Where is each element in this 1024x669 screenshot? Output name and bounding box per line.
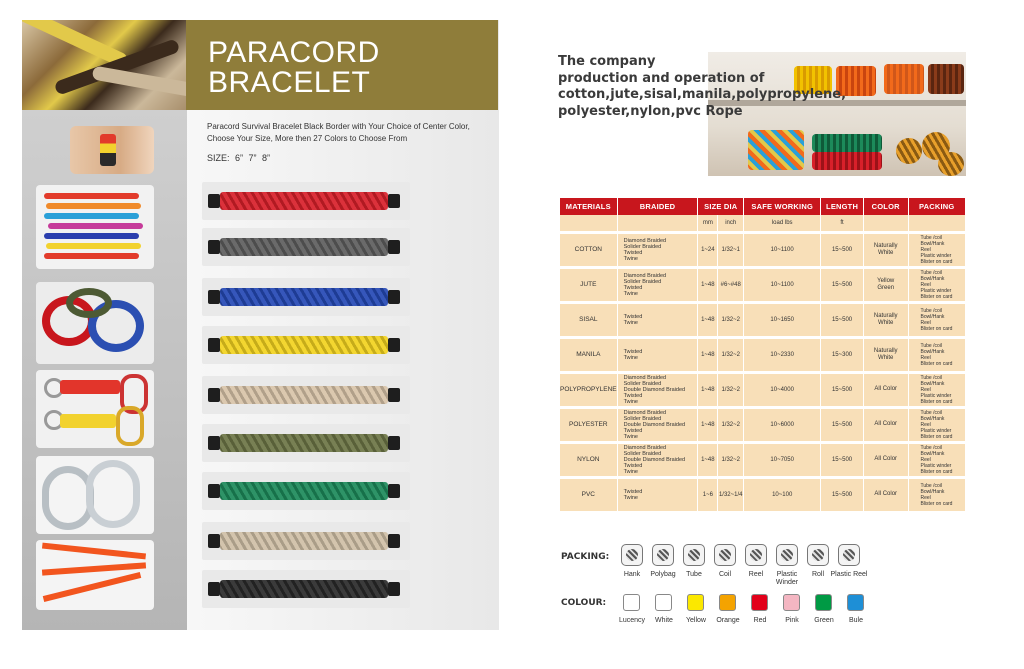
colour-swatch-label: Green (814, 617, 834, 624)
company-line-1: The company (558, 54, 656, 69)
colour-swatch-label: Bule (848, 617, 863, 624)
braided-type: Twisted (623, 427, 643, 434)
cord (220, 386, 388, 404)
inch-cell: 1/32~1/4 (718, 477, 744, 512)
packing-item-label: Polybag (650, 571, 676, 578)
cord (220, 532, 388, 550)
braided-type: Twine (623, 468, 638, 475)
cord (220, 580, 388, 598)
buckle (208, 240, 220, 254)
packing-value: Bowl/Hank (920, 240, 945, 247)
tube-icon-glyph (688, 549, 700, 561)
braided-type: Twisted (623, 249, 643, 256)
packing-value: Plastic winder (920, 252, 952, 259)
header-length: LENGTH (821, 198, 864, 215)
buckle (208, 388, 220, 402)
buckle (208, 582, 220, 596)
packing-cell (908, 267, 966, 302)
mm-cell: 1~48 (698, 302, 718, 337)
table-row (560, 372, 966, 407)
braided-type: Twine (623, 494, 638, 501)
packing-value: Bowl/Hank (920, 348, 945, 355)
bracelet-photo (202, 228, 410, 266)
packing-value: Blister on card (920, 293, 953, 300)
coil-icon-glyph (719, 549, 731, 561)
packing-value: Blister on card (920, 258, 953, 265)
company-line-2: production and operation of (558, 70, 765, 86)
packing-cell (908, 372, 966, 407)
braided-type: Diamond Braided (623, 237, 667, 244)
colour-swatch-label: Orange (716, 617, 740, 624)
buckle (388, 290, 400, 304)
material-cell: SISAL (560, 302, 617, 337)
length-cell: 15~500 (821, 407, 864, 442)
braided-type: Twisted (623, 348, 643, 355)
packing-value: Reel (920, 354, 931, 361)
unit-cell (863, 215, 908, 232)
buckle (208, 338, 220, 352)
cord (220, 238, 388, 256)
bracelet-photo (202, 570, 410, 608)
braided-type: Twisted (623, 488, 643, 495)
braided-type: Double Diamond Braided (623, 456, 686, 463)
inch-cell: 1/32~2 (718, 302, 744, 337)
material-cell: POLYESTER (560, 407, 617, 442)
packing-value: Tube /coil (920, 482, 942, 489)
colour-swatch (815, 594, 832, 611)
mm-cell: 1~6 (698, 477, 718, 512)
length-cell: 15~500 (821, 442, 864, 477)
buckle (208, 534, 220, 548)
colour-swatch (719, 594, 736, 611)
packing-value: Bowl/Hank (920, 415, 945, 422)
material-cell: JUTE (560, 267, 617, 302)
title-line-2: BRACELET (208, 66, 371, 99)
braided-type: Twine (623, 398, 638, 405)
cord (220, 192, 388, 210)
packing-item-label: Reel (748, 571, 764, 578)
packing-value: Blister on card (920, 398, 953, 405)
braided-cell (617, 267, 698, 302)
plastic-winder-icon (776, 544, 798, 566)
bracelet-photo (202, 424, 410, 462)
packing-value: Blister on card (920, 468, 953, 475)
color-value: All Color (874, 386, 898, 392)
reel-icon (745, 544, 767, 566)
color-cell (863, 372, 908, 407)
header-size-dia: SIZE DIA (698, 198, 744, 215)
hank-icon-glyph (626, 549, 638, 561)
plastic-winder-icon-glyph (781, 549, 793, 561)
colour-label: COLOUR: (561, 598, 607, 608)
unit-cell (560, 215, 617, 232)
braided-cell (617, 337, 698, 372)
load-cell: 10~1650 (744, 302, 821, 337)
packing-item-label: Plastic Reel (830, 571, 868, 578)
table-header-row (560, 198, 966, 215)
packing-item-label: Coil (718, 571, 732, 578)
material-cell: PVC (560, 477, 617, 512)
table-row (560, 442, 966, 477)
material-cell: POLYPROPYLENE (560, 372, 617, 407)
packing-value: Tube /coil (920, 444, 942, 451)
table-row (560, 302, 966, 337)
coil-icon (714, 544, 736, 566)
bracelet-photo (202, 278, 410, 316)
braided-type: Diamond Braided (623, 374, 667, 381)
buckle (208, 484, 220, 498)
unit-load: load lbs (744, 215, 821, 232)
material-cell: COTTON (560, 232, 617, 267)
packing-value: Tube /coil (920, 234, 942, 241)
colour-swatch (687, 594, 704, 611)
braided-type: Solider Braided (623, 278, 662, 285)
colour-swatch-label: White (655, 617, 673, 624)
packing-cell (908, 442, 966, 477)
bracelet-photo (202, 182, 410, 220)
inch-cell: 1/32~2 (718, 407, 744, 442)
colour-swatch (623, 594, 640, 611)
buckle (388, 582, 400, 596)
packing-value: Plastic winder (920, 462, 952, 469)
inch-cell: 1/32~2 (718, 337, 744, 372)
braided-type: Double Diamond Braided (623, 386, 686, 393)
company-intro (558, 54, 888, 120)
load-cell: 10~7050 (744, 442, 821, 477)
braided-type: Twisted (623, 284, 643, 291)
braided-type: Solider Braided (623, 243, 662, 250)
packing-value: Reel (920, 421, 931, 428)
load-cell: 10~1100 (744, 267, 821, 302)
colour-swatch (655, 594, 672, 611)
unit-mm: mm (698, 215, 718, 232)
packing-value: Blister on card (920, 360, 953, 367)
table-row (560, 267, 966, 302)
packing-value: Plastic winder (920, 392, 952, 399)
unit-ft: ft (821, 215, 864, 232)
inch-cell: 1/32~2 (718, 372, 744, 407)
buckle (208, 436, 220, 450)
buckle (388, 194, 400, 208)
color-value: White (878, 319, 894, 326)
color-value: All Color (874, 456, 898, 462)
header-color: COLOR (863, 198, 908, 215)
table-row (560, 232, 966, 267)
inch-cell: 1/32~1 (718, 232, 744, 267)
packing-value: Tube /coil (920, 307, 942, 314)
buckle (388, 534, 400, 548)
colour-swatch-label: Pink (785, 617, 799, 624)
cord (220, 434, 388, 452)
packing-value: Reel (920, 246, 931, 253)
packing-value: Bowl/Hank (920, 450, 945, 457)
packing-value: Reel (920, 386, 931, 393)
braided-type: Solider Braided (623, 415, 662, 422)
packing-item-label: Roll (811, 571, 825, 578)
braided-type: Solider Braided (623, 450, 662, 457)
color-cell (863, 232, 908, 267)
packing-value: Reel (920, 319, 931, 326)
buckle (388, 436, 400, 450)
color-value: Yellow (877, 277, 895, 284)
color-value: Naturally (873, 242, 898, 249)
bracelet-stack-photo (36, 185, 154, 269)
tent-peg-photo (36, 540, 154, 610)
braided-type: Twisted (623, 392, 643, 399)
length-cell: 15~500 (821, 267, 864, 302)
color-cell (863, 407, 908, 442)
color-cell (863, 267, 908, 302)
color-value: White (878, 354, 894, 361)
roll-icon-glyph (812, 549, 824, 561)
mm-cell: 1~48 (698, 442, 718, 477)
length-cell: 15~500 (821, 477, 864, 512)
plastic-reel-icon-glyph (843, 549, 855, 561)
header-safe-working: SAFE WORKING (744, 198, 821, 215)
packing-value: Reel (920, 494, 931, 501)
braided-cell (617, 407, 698, 442)
rope-spec-table (560, 198, 966, 514)
braided-type: Twine (623, 433, 638, 440)
braided-cell (617, 477, 698, 512)
packing-value: Bowl/Hank (920, 488, 945, 495)
polybag-icon (652, 544, 674, 566)
packing-value: Tube /coil (920, 269, 942, 276)
braided-type: Twisted (623, 313, 643, 320)
mm-cell: 1~24 (698, 232, 718, 267)
bracelet-photo (202, 522, 410, 560)
buckle (208, 194, 220, 208)
braided-type: Diamond Braided (623, 409, 667, 416)
keychain-photo (36, 370, 154, 448)
packing-cell (908, 232, 966, 267)
title-banner (186, 20, 498, 110)
packing-value: Tube /coil (920, 374, 942, 381)
company-line-4: polyester,nylon,pvc Rope (558, 103, 743, 119)
cord (220, 482, 388, 500)
carabiner-photo (36, 456, 154, 534)
mm-cell: 1~48 (698, 407, 718, 442)
braided-cell (617, 442, 698, 477)
colour-swatch (847, 594, 864, 611)
color-value: Green (877, 284, 895, 291)
color-value: Naturally (873, 312, 898, 319)
buckle (388, 484, 400, 498)
header-materials: MATERIALS (560, 198, 617, 215)
braided-type: Twisted (623, 462, 643, 469)
header-braided: BRAIDED (617, 198, 698, 215)
braided-cell (617, 302, 698, 337)
colour-swatch-label: Red (753, 617, 767, 624)
length-cell: 15~500 (821, 302, 864, 337)
packing-item-label: Plastic Winder (775, 571, 799, 586)
mm-cell: 1~48 (698, 337, 718, 372)
plastic-reel-icon (838, 544, 860, 566)
hero-photo (22, 20, 186, 110)
colour-swatch-label: Yellow (686, 617, 706, 624)
color-value: White (878, 249, 894, 256)
packing-value: Plastic winder (920, 427, 952, 434)
packing-label: PACKING: (561, 552, 610, 562)
packing-value: Blister on card (920, 500, 953, 507)
title-line-1: PARACORD (208, 36, 380, 69)
material-cell: MANILA (560, 337, 617, 372)
packing-cell (908, 302, 966, 337)
color-value: All Color (874, 491, 898, 497)
company-line-3: cotton,jute,sisal,manila,polypropylene, (558, 87, 847, 102)
size-line: SIZE: 6” 7” 8” (207, 153, 271, 163)
polybag-icon-glyph (657, 549, 669, 561)
packing-value: Blister on card (920, 325, 953, 332)
braided-type: Twine (623, 354, 638, 361)
packing-value: Blister on card (920, 433, 953, 440)
color-cell (863, 337, 908, 372)
packing-item-label: Hank (623, 571, 641, 578)
table-row (560, 337, 966, 372)
color-cell (863, 302, 908, 337)
tube-icon (683, 544, 705, 566)
inch-cell: #6~#48 (718, 267, 744, 302)
table-row (560, 407, 966, 442)
unit-cell (908, 215, 966, 232)
buckle (388, 388, 400, 402)
table-row (560, 477, 966, 512)
braided-type: Diamond Braided (623, 444, 667, 451)
bracelet-pair-photo (36, 282, 154, 364)
bracelet-photo (202, 326, 410, 364)
bracelet-photo (202, 472, 410, 510)
packing-value: Plastic winder (920, 287, 952, 294)
packing-value: Bowl/Hank (920, 275, 945, 282)
colour-swatch (751, 594, 768, 611)
load-cell: 10~100 (744, 477, 821, 512)
packing-cell (908, 407, 966, 442)
length-cell: 15~500 (821, 232, 864, 267)
buckle (388, 338, 400, 352)
load-cell: 10~4000 (744, 372, 821, 407)
braided-type: Twine (623, 290, 638, 297)
inch-cell: 1/32~2 (718, 442, 744, 477)
load-cell: 10~1100 (744, 232, 821, 267)
braided-type: Twine (623, 319, 638, 326)
packing-cell (908, 477, 966, 512)
wrist-photo (70, 126, 154, 174)
colour-swatch-label: Lucency (618, 617, 646, 624)
color-value: All Color (874, 421, 898, 427)
unit-cell (617, 215, 698, 232)
packing-value: Tube /coil (920, 342, 942, 349)
colour-swatch (783, 594, 800, 611)
unit-inch: inch (718, 215, 744, 232)
units-row (560, 215, 966, 232)
load-cell: 10~6000 (744, 407, 821, 442)
packing-item-label: Tube (686, 571, 702, 578)
length-cell: 15~500 (821, 372, 864, 407)
cord (220, 336, 388, 354)
packing-value: Bowl/Hank (920, 380, 945, 387)
color-cell (863, 442, 908, 477)
packing-cell (908, 337, 966, 372)
length-cell: 15~300 (821, 337, 864, 372)
buckle (208, 290, 220, 304)
packing-value: Bowl/Hank (920, 313, 945, 320)
packing-value: Reel (920, 281, 931, 288)
material-cell: NYLON (560, 442, 617, 477)
cord (220, 288, 388, 306)
bracelet-photo (202, 376, 410, 414)
packing-value: Reel (920, 456, 931, 463)
color-value: Naturally (873, 347, 898, 354)
product-description: Paracord Survival Bracelet Black Border with Your Choice of Center Color, Choose Your Size, More then 27 Colors to Choose From (207, 122, 470, 143)
roll-icon (807, 544, 829, 566)
hank-icon (621, 544, 643, 566)
buckle (388, 240, 400, 254)
reel-icon-glyph (750, 549, 762, 561)
load-cell: 10~2330 (744, 337, 821, 372)
braided-cell (617, 372, 698, 407)
packing-value: Tube /coil (920, 409, 942, 416)
braided-type: Solider Braided (623, 380, 662, 387)
braided-cell (617, 232, 698, 267)
mm-cell: 1~48 (698, 267, 718, 302)
braided-type: Twine (623, 255, 638, 262)
color-cell (863, 477, 908, 512)
braided-type: Double Diamond Braided (623, 421, 686, 428)
header-packing: PACKING (908, 198, 966, 215)
mm-cell: 1~48 (698, 372, 718, 407)
braided-type: Diamond Braided (623, 272, 667, 279)
